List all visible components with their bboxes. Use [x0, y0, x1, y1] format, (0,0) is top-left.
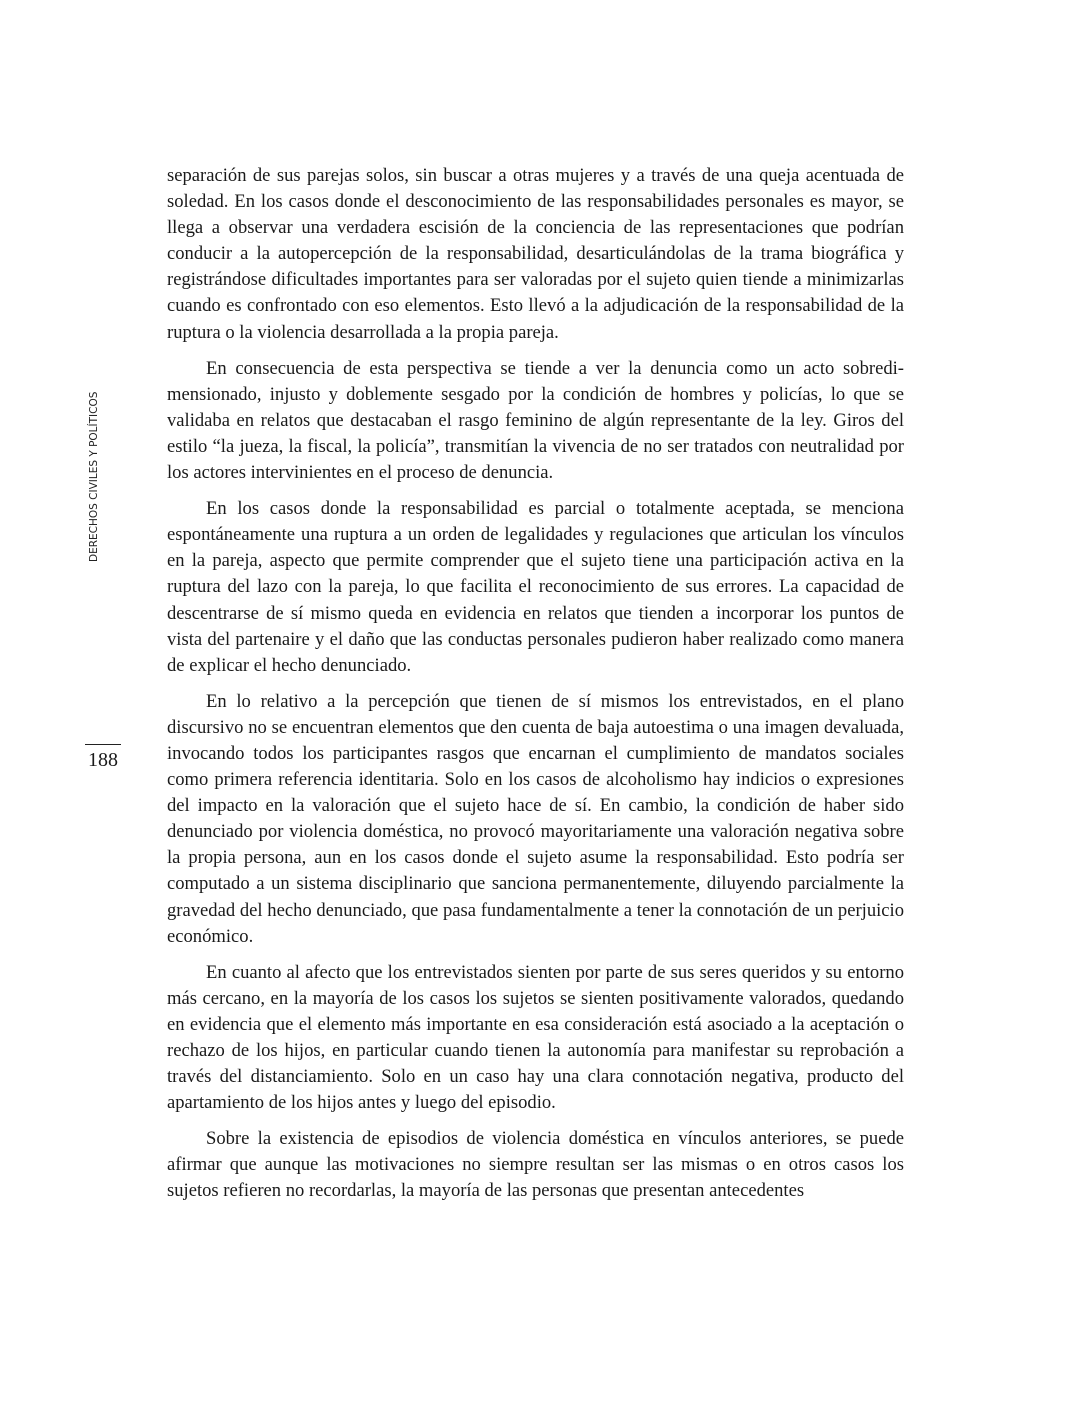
running-head-container	[84, 392, 104, 562]
paragraph: En los casos donde la responsabilidad es parcial o totalmente aceptada, se menciona espontáneamente una ruptura a un orden de legalidades y regulaciones que articulan los vínculos en la pareja, aspecto que permite comprender que el sujeto tiene una participación activa en la ruptura del lazo con la pareja, lo que facilita el reconocimiento de sus errores. La capacidad de descentrarse de sí mismo queda en evidencia en relatos que tienden a incorporar los puntos de vista del partenaire y el daño que las conductas personales pudieron haber realizado como manera de explicar el hecho denunciado.	[167, 498, 904, 676]
paragraph: En cuanto al afecto que los entrevistados sienten por parte de sus seres queridos y su entorno más cercano, en la mayoría de los casos los sujetos se sienten positivamente valorados, quedando en evidencia que el elemento más importante en esa consideración está asociado a la aceptación o rechazo de los hijos, en particular cuando tienen la autonomía para manifestar su reprobación a través del distanciamiento. Solo en un caso hay una clara connotación negativa, producto del apartamiento de los hijos antes y luego del episodio.	[167, 961, 904, 1114]
running-head: DERECHOS CIVILES Y POLÍTICOS	[88, 391, 100, 562]
page-number-block	[84, 744, 122, 771]
page-number-rule	[85, 744, 121, 745]
body-text	[167, 163, 904, 1215]
paragraph: En lo relativo a la percepción que tienen de sí mismos los entrevistados, en el plano discursivo no se encuentran elementos que den cuenta de baja autoestima o una imagen devaluada, invocando todos los participantes rasgos que encarnan el cumplimiento de mandatos sociales como primera referencia identitaria. Solo en los casos de alcoholismo hay indicios o expresiones del impacto en la valoración que el sujeto hace de sí. En cambio, la condición de haber sido denunciado por violencia doméstica, no provocó mayoritariamente una valoración negativa sobre la propia persona, aun en los casos donde el sujeto asume la responsabilidad. Esto podría ser computado a un sistema disciplinario que sanciona permanentemente, diluyendo parcialmente la gravedad del hecho denunciado, que pasa fundamentalmente a tener la connotación de un perjuicio económico.	[167, 690, 904, 947]
paragraph: En consecuencia de esta perspectiva se tiende a ver la denuncia como un acto sobredimensionado, injusto y doblemente sesgado por la condición de hombres y policías, lo que se validaba en relatos que destacaban el rasgo feminino de algún representante de la ley. Giros del estilo “la jueza, la fiscal, la policía”, transmitían la vivencia de no ser tratados con neutralidad por los actores intervinientes en el proceso de denuncia.	[167, 357, 904, 484]
paragraph: Sobre la existencia de episodios de violencia doméstica en vínculos anteriores, se puede afirmar que aunque las motivaciones no siempre resultan ser las mismas o en otros casos los sujetos refieren no recordarlas, la mayoría de las personas que presentan antecedentes	[167, 1128, 904, 1202]
paragraph-continuation: separación de sus parejas solos, sin buscar a otras mujeres y a través de una queja acentuada de soledad. En los casos donde el desconocimiento de las responsabilidades personales es mayor, se llega a observar una verdadera escisión de la conciencia de las representaciones que podrían conducir a la autopercepción de la responsabilidad, desarticulándolas de la trama biográfica y registrándose dificultades importantes para ser valoradas por el sujeto quien tiende a minimizarlas cuando es confrontado con eso elementos. Esto llevó a la adjudicación de la responsabilidad de la ruptura o la violencia desarrollada a la propia pareja.	[167, 165, 904, 343]
page-number: 188	[88, 749, 118, 771]
